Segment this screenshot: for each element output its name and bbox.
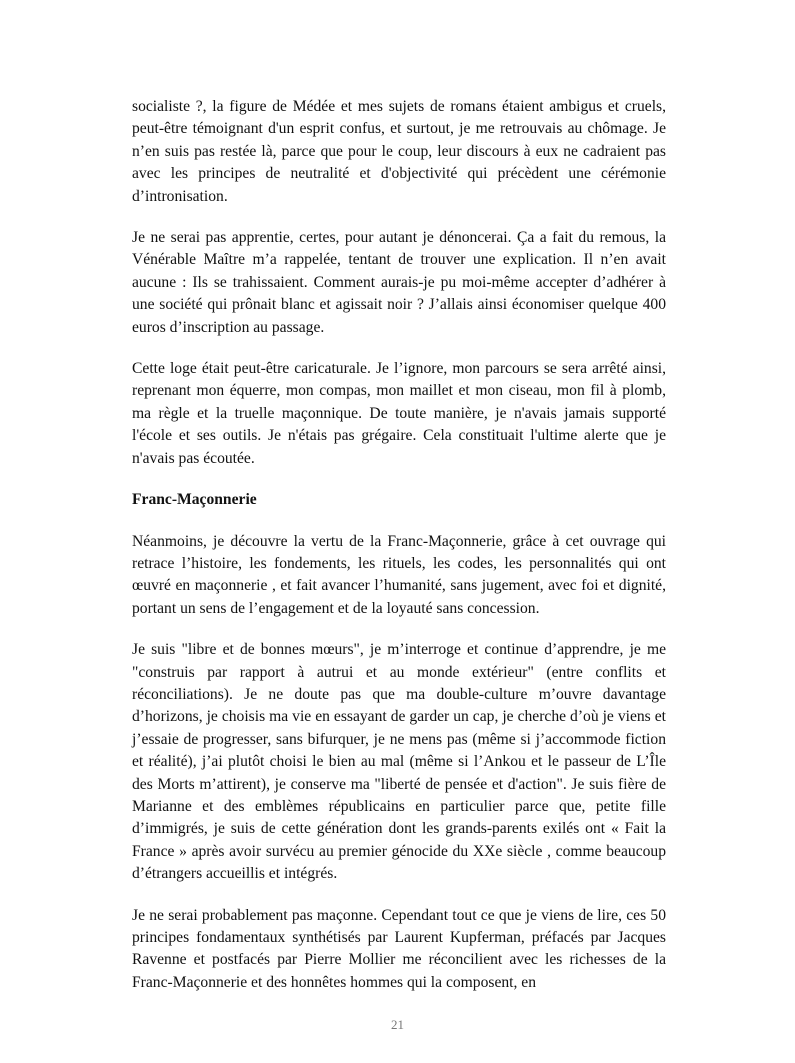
page-number: 21 [391, 1017, 404, 1032]
paragraph-libre: Je suis "libre et de bonnes mœurs", je m’interroge et continue d’apprendre, je me "construis par rapport à autrui et au monde extérieur" (entre conflits et réconciliations). Je ne doute pas que ma double-culture m’ouvre davantage d’horizons, je choisis ma vie en essayant de garder un cap, je cherche d’où je viens et j’essaie de progresser, sans bifurquer, je ne mens pas (même si j’accommode fiction et réalité), j’ai plutôt choisi le bien au mal (même si l’Ankou et le passeur de L’Île des Morts m’attirent), je conserve ma "liberté de pensée et d'action". Je suis fière de Marianne et des emblèmes républicains en particulier parce que, petite fille d’immigrés, je suis de cette génération dont les grands-parents exilés ont « Fait la France » après avoir survécu au premier génocide du XXe siècle , comme beaucoup d’étrangers accueillis et intégrés. [132, 641, 666, 883]
document-page [132, 96, 666, 1013]
paragraph-loge: Cette loge était peut-être caricaturale. Je l’ignore, mon parcours se sera arrêté ainsi, reprenant mon équerre, mon compas, mon maillet et mon ciseau, mon fil à plomb, ma règle et la truelle maçonnique. De toute manière, je n'avais jamais supporté l'école et ses outils. Je n'étais pas grégaire. Cela constituait l'ultime alerte que je n'avais pas écoutée. [132, 360, 666, 467]
paragraph-medee: socialiste ?, la figure de Médée et mes sujets de romans étaient ambigus et cruels, peut-être témoignant d'un esprit confus, et surtout, je me retrouvais au chômage. Je n’en suis pas restée là, parce que pour le coup, leur discours à eux ne cadraient pas avec les principes de neutralité et d'objectivité qui précèdent une cérémonie d’intronisation. [132, 98, 666, 205]
section-heading: Franc-Maçonnerie [132, 491, 257, 509]
paragraph-vertu: Néanmoins, je découvre la vertu de la Franc-Maçonnerie, grâce à cet ouvrage qui retrace l’histoire, les fondements, les rituels, les codes, les personnalités qui ont œuvré en maçonnerie , et fait avancer l’humanité, sans jugement, avec foi et dignité, portant un sens de l’engagement et de la loyauté sans concession. [132, 532, 666, 617]
paragraph-apprentie: Je ne serai pas apprentie, certes, pour autant je dénoncerai. Ça a fait du remous, la Vénérable Maître m’a rappelée, tentant de trouver une explication. Il n’en avait aucune : Ils se trahissaient. Comment aurais-je pu moi-même accepter d’adhérer à une société qui prônait blanc et agissait noir ? J’allais ainsi économiser quelque 400 euros d’inscription au passage. [132, 229, 666, 336]
paragraph-maconne: Je ne serai probablement pas maçonne. Cependant tout ce que je viens de lire, ces 50 principes fondamentaux synthétisés par Laurent Kupferman, préfacés par Jacques Ravenne et postfacés par Pierre Mollier me réconcilient avec les richesses de la Franc-Maçonnerie et des honnêtes hommes qui la composent, en [132, 906, 666, 991]
